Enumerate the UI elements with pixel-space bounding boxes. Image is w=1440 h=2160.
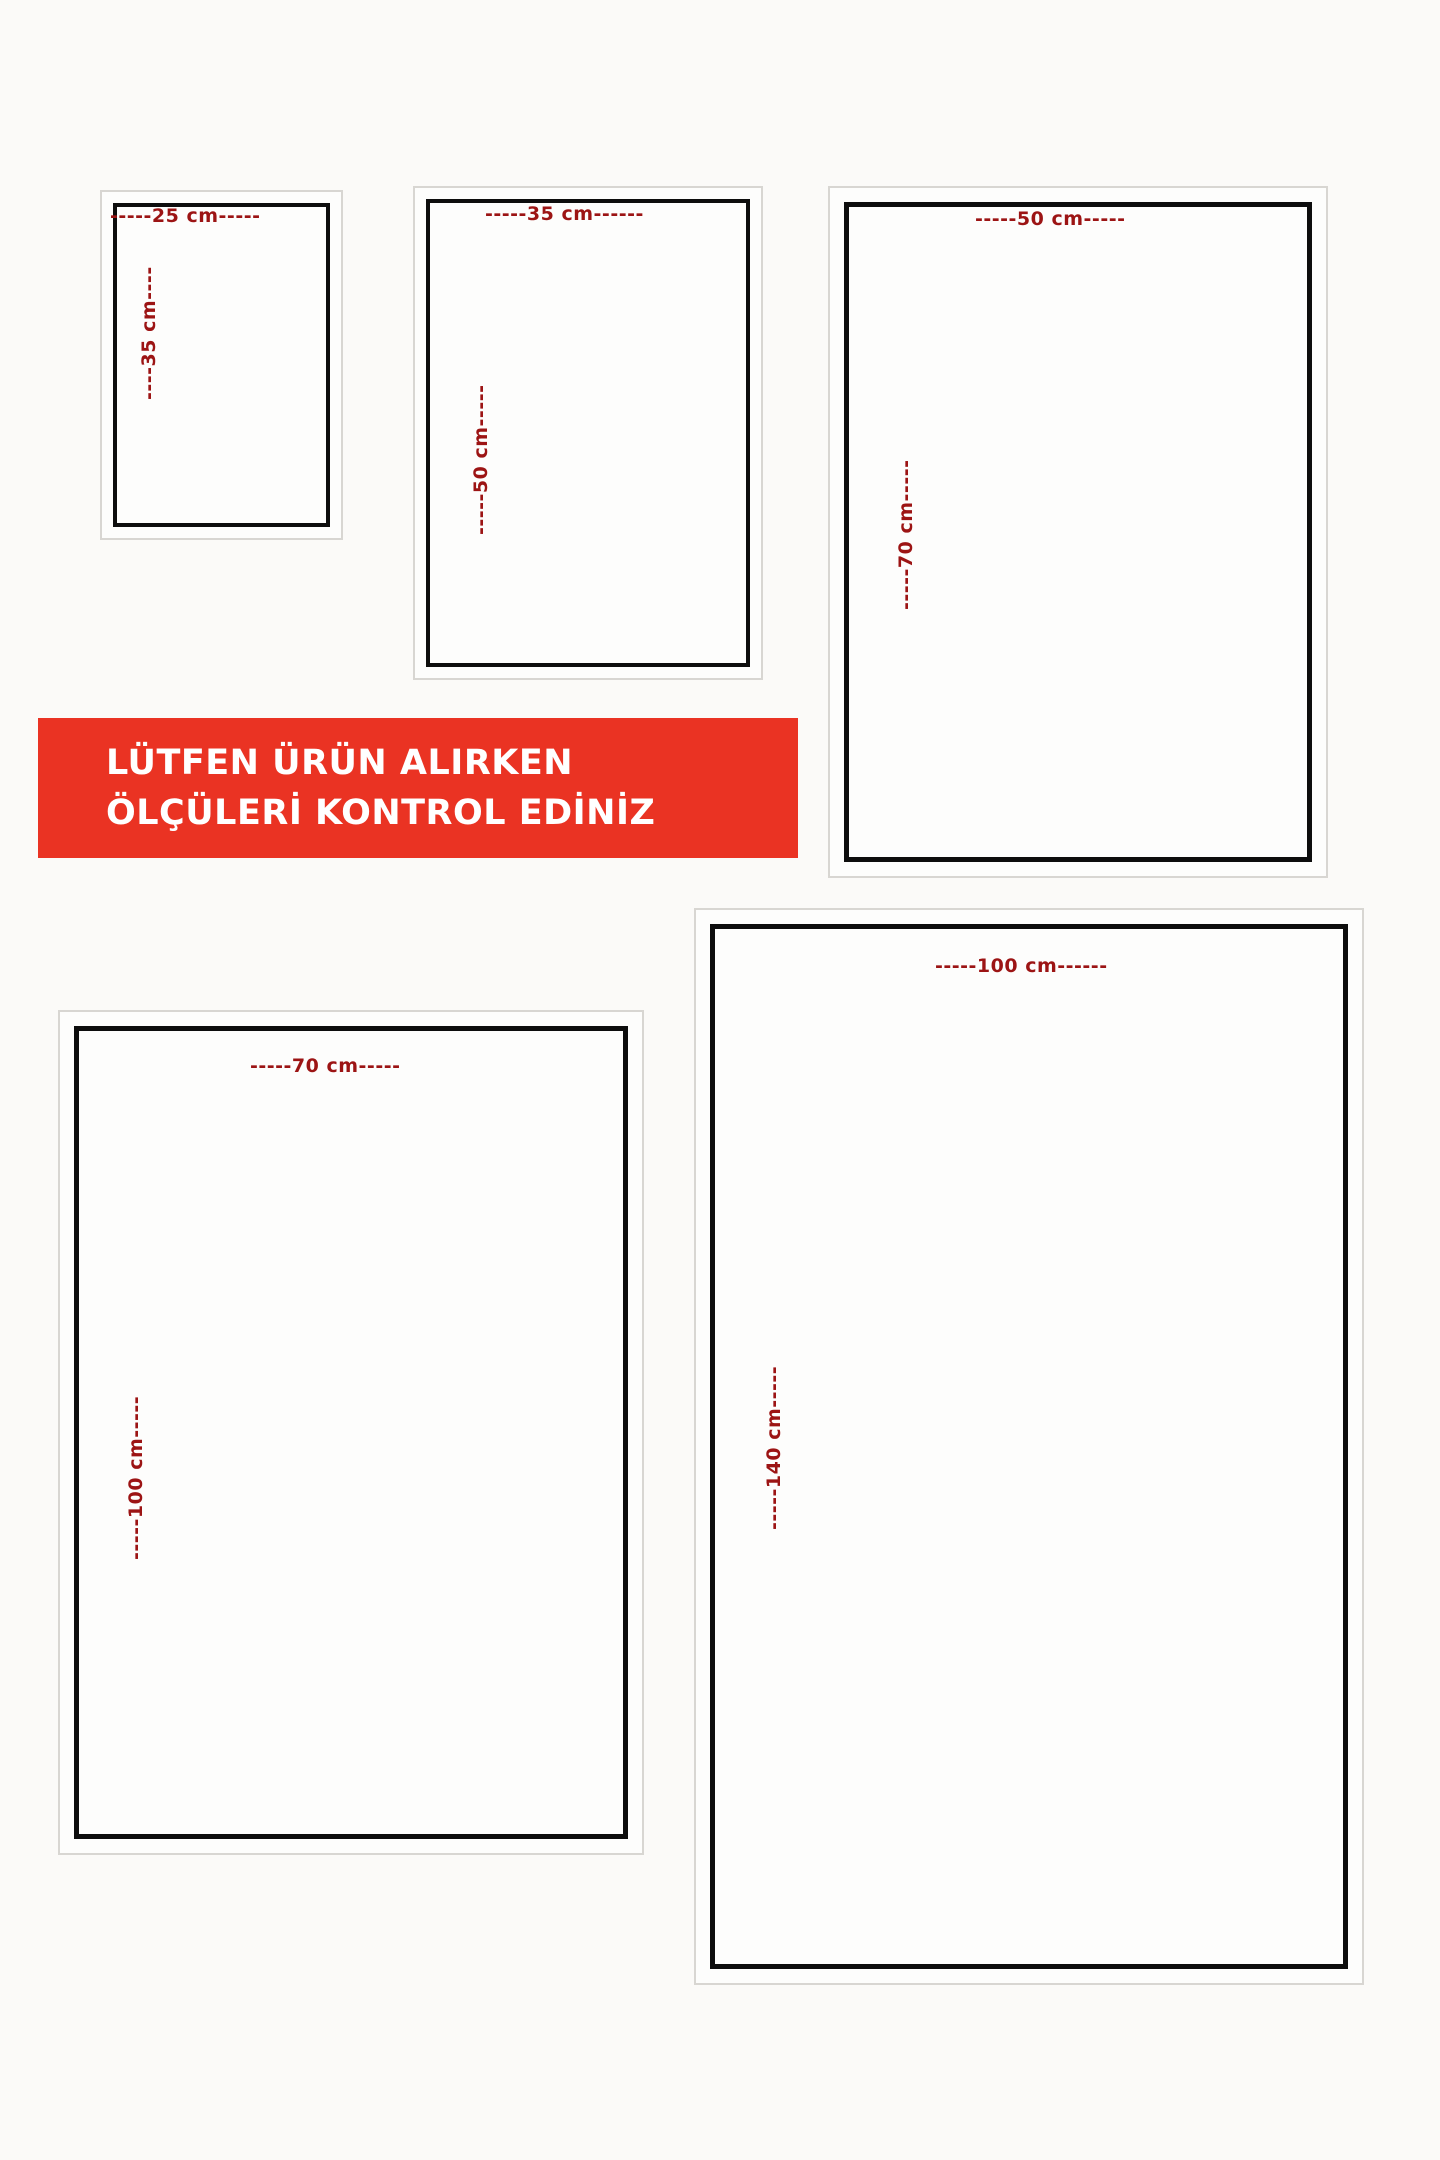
frame-100x140 [694,908,1364,1985]
warning-banner [38,718,798,858]
warning-line-2: ÖLÇÜLERİ KONTROL EDİNİZ [106,793,656,833]
frame-25x35 [100,190,343,540]
frame-25x35-height-label: ----35 cm---- [138,266,160,400]
frame-35x50 [413,186,763,680]
frame-35x50-width-label: -----35 cm------ [485,203,644,225]
frame-100x140-height-label: -----140 cm----- [763,1365,785,1530]
warning-line-1: LÜTFEN ÜRÜN ALIRKEN [106,743,574,783]
frame-70x100-inner [74,1026,628,1839]
frame-50x70-height-label: -----70 cm----- [895,459,917,610]
frame-70x100-width-label: -----70 cm----- [250,1055,401,1077]
frame-70x100-height-label: -----100 cm----- [125,1395,147,1560]
frame-35x50-height-label: -----50 cm----- [470,384,492,535]
frame-100x140-inner [710,924,1348,1969]
frame-50x70-width-label: -----50 cm----- [975,208,1126,230]
frame-25x35-width-label: -----25 cm----- [110,205,261,227]
frame-100x140-width-label: -----100 cm------ [935,955,1108,977]
